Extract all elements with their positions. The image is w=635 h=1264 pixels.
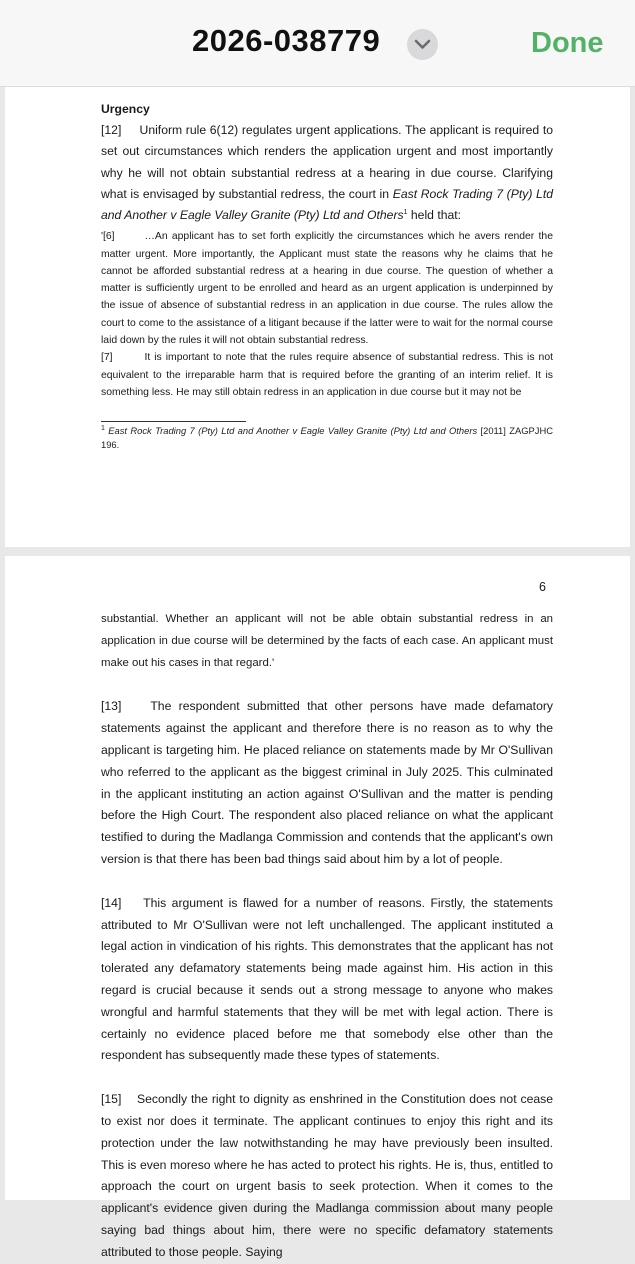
paragraph-text: This argument is flawed for a number of reasons. Firstly, the statements attributed to Mr O'Sullivan were not left unchallenged. The applicant instituted a legal action in vindication of his rights. This demonstrates that the applicant has not tolerated any defamatory statements being made against him. His action in this regard is crucial because it sends out a strong message to anyone who makes wrongful and harmful statements that they will be met with legal action. There is certainly no evidence placed before me that somebody else other than the respondent has subsequently made these types of statements. [101,895,553,1063]
paragraph-14 [101,893,553,1067]
quoted-paragraph-7 [101,349,553,401]
footnote-mark: 1 [101,424,105,432]
document-title: 2026-038779 [192,23,381,58]
paragraph-text: The respondent submitted that other persons have made defamatory statements against the applicant and therefore there is no reason as to why the applicant is targeting him. He placed reliance on statements made by Mr O'Sullivan who referred to the applicant as the biggest criminal in July 2025. This culminated in the applicant instituting an action against O'Sullivan and the matter is pending before the High Court. The respondent also placed reliance on what the applicant testified to during the Madlanga Commission and contends that the applicant's own version is that there has been bad things said about him by a lot of people. [101,699,553,866]
footnote-divider [101,421,246,422]
paragraph-12 [101,120,553,226]
paragraph-number: [13] [101,699,122,714]
paragraph-text: Secondly the right to dignity as enshrined in the Constitution does not cease to exist nor does it terminate. The applicant continues to enjoy this right and its protection under the law notwithstanding he may have previously been insulted. This is even moreso where he has acted to protect his rights. He is, thus, entitled to approach the court on urgent basis to seek protection. When it comes to the applicant's evidence given during the Madlanga commission about many people saying bad things about him, there were no specific defamatory statements attributed to those people. Saying [101,1092,553,1259]
page-body [101,609,553,1264]
chevron-down-icon[interactable] [407,29,438,60]
paragraph-13 [101,696,553,870]
footnote-citation: [2011] ZAGPJHC 196. [101,425,553,450]
page-body [101,99,553,401]
page-number: 6 [539,580,546,594]
footnote [101,424,553,451]
paragraph-15 [101,1089,553,1263]
case-name: East Rock Trading 7 (Pty) Ltd and Another v Eagle Valley Granite (Pty) Ltd and Others [101,186,553,223]
document-page-5 [5,87,630,547]
quote-text: It is important to note that the rules require absence of substantial redress. This is not equivalent to the irreparable harm that is required before the granting of an interim relief. It is something less. He may still obtain redress in an application in due course but it may not be [101,352,553,398]
document-page-6 [5,556,630,1259]
paragraph-number: [14] [101,895,122,910]
quote-number: [7] [101,352,113,364]
top-navigation-bar [0,0,635,87]
paragraph-number: [15] [101,1092,122,1107]
quote-continuation: substantial. Whether an applicant will not be able obtain substantial redress in an application in due course will be determined by the facts of each case. An applicant must make out his cases in that regard.' [101,613,553,669]
quoted-paragraph-6 [101,228,553,349]
footnote-reference: 1 [403,208,408,216]
section-heading: Urgency [101,102,150,116]
quote-number: '[6] [101,231,115,243]
quote-text: …An applicant has to set forth explicitly the circumstances which he avers render the matter urgent. More importantly, the Applicant must state the reasons why he claims that he cannot be afforded substantial redress at a hearing in due course. The question of whether a matter is sufficiently urgent to be enrolled and heard as an urgent application is underpinned by the issue of absence of substantial redress in an application in due course. The rules allow the court to come to the assistance of a litigant because if the latter were to wait for the normal course laid down by the rules it will not obtain substantial redress. [101,231,553,346]
paragraph-number: [12] [101,123,122,138]
chevron-down-glyph [414,37,431,52]
paragraph-text: Uniform rule 6(12) regulates urgent applications. The applicant is required to set out circumstances which renders the application urgent and most importantly why he will not obtain substantial redress at a hearing in due course. Clarifying what is envisaged by substantial redress, the court in [101,123,553,201]
paragraph-text: held that: [407,208,462,223]
footnote-case-name: East Rock Trading 7 (Pty) Ltd and Another v Eagle Valley Granite (Pty) Ltd and Others [108,425,478,436]
done-button[interactable]: Done [531,27,604,59]
